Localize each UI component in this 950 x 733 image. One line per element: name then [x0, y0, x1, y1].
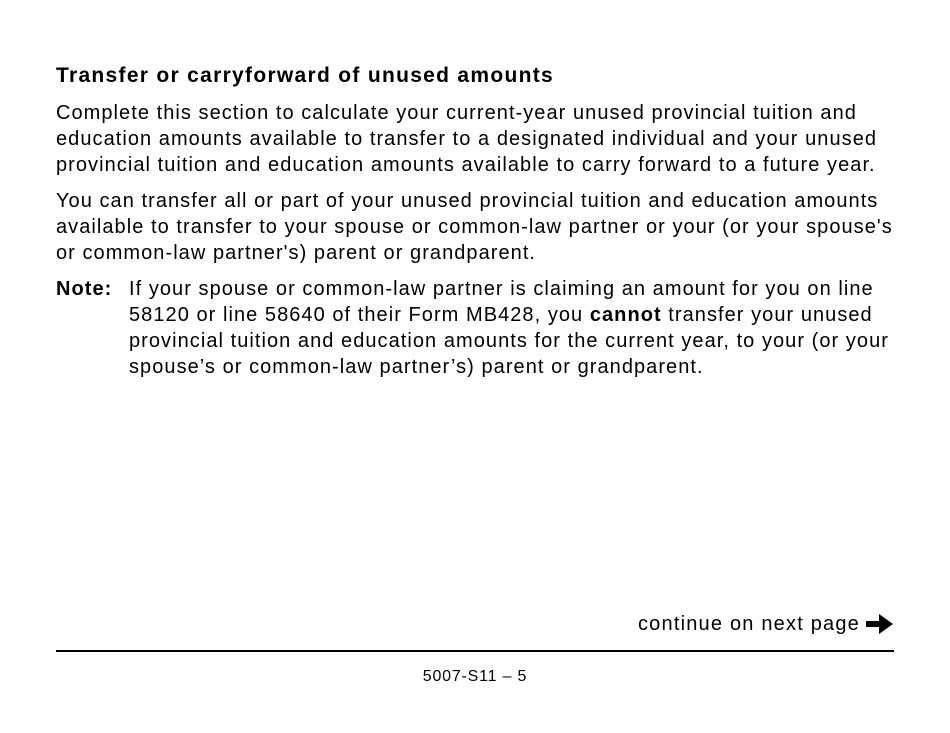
transfer-paragraph: You can transfer all or part of your unused provincial tuition and education amounts available to transfer to your spouse or common-law partner or your (or your spouse's or common-law partner's) parent or grandparent. [56, 190, 893, 264]
note-text-before: If your spouse or common-law partner is claiming an amount for you on line 58120 or line 58640 of their Form MB428, you [129, 278, 874, 326]
section-title: Transfer or carryforward of unused amounts [56, 64, 555, 87]
right-arrow-icon [866, 612, 894, 636]
footer-divider [56, 650, 894, 652]
note-emphasis: cannot [589, 304, 662, 326]
page-number: 5007-S11 – 5 [422, 668, 528, 685]
page-content [56, 62, 894, 380]
note-text-after: transfer your unused provincial tuition and education amounts for the current year, to your (or your spouse’s or common-law partner’s) parent or grandparent. [129, 304, 889, 378]
intro-paragraph: Complete this section to calculate your current-year unused provincial tuition and education amounts available to transfer to a designated individual and your unused provincial tuition and education amounts available to carry forward to a future year. [56, 102, 878, 176]
continue-text: continue on next page [637, 613, 860, 635]
note-label: Note: [56, 278, 113, 300]
note-block [56, 276, 894, 380]
continue-indicator [638, 611, 894, 637]
